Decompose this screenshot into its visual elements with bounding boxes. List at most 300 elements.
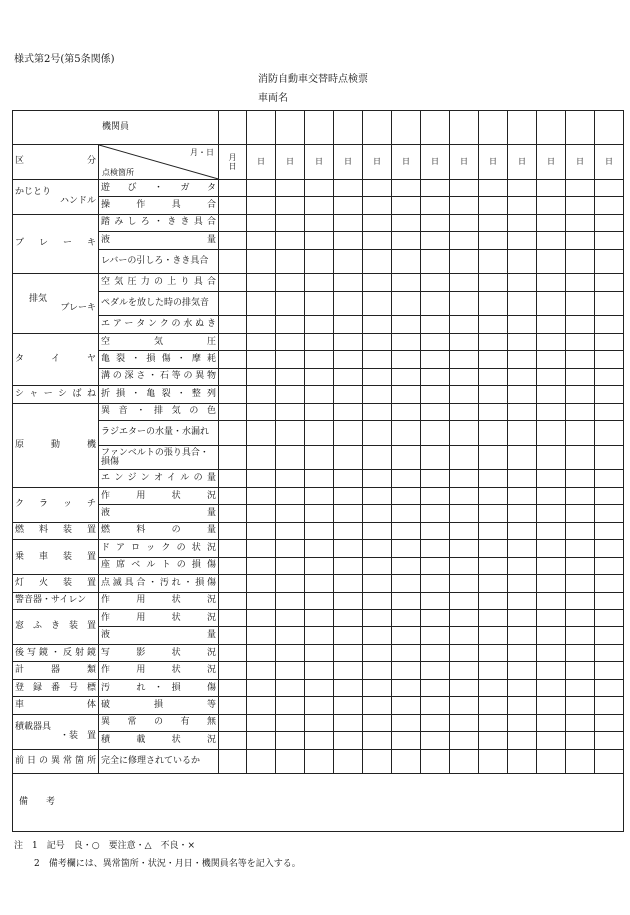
- check-cell[interactable]: [566, 214, 595, 231]
- crew-cell[interactable]: [479, 111, 508, 145]
- check-cell[interactable]: [537, 249, 566, 274]
- check-cell[interactable]: [247, 403, 276, 420]
- check-cell[interactable]: [479, 179, 508, 196]
- check-cell[interactable]: [392, 609, 421, 626]
- check-cell[interactable]: [247, 540, 276, 557]
- check-cell[interactable]: [334, 540, 363, 557]
- check-cell[interactable]: [508, 592, 537, 609]
- check-cell[interactable]: [537, 749, 566, 774]
- check-cell[interactable]: [247, 557, 276, 574]
- check-cell[interactable]: [421, 732, 450, 749]
- check-cell[interactable]: [450, 679, 479, 696]
- check-cell[interactable]: [305, 557, 334, 574]
- check-cell[interactable]: [219, 368, 247, 385]
- check-cell[interactable]: [537, 697, 566, 714]
- crew-cell[interactable]: [537, 111, 566, 145]
- check-cell[interactable]: [219, 214, 247, 231]
- check-cell[interactable]: [595, 232, 624, 249]
- check-cell[interactable]: [479, 214, 508, 231]
- check-cell[interactable]: [334, 662, 363, 679]
- check-cell[interactable]: [276, 487, 305, 504]
- check-cell[interactable]: [595, 421, 624, 446]
- check-cell[interactable]: [363, 179, 392, 196]
- check-cell[interactable]: [450, 368, 479, 385]
- check-cell[interactable]: [479, 368, 508, 385]
- check-cell[interactable]: [479, 505, 508, 522]
- check-cell[interactable]: [479, 403, 508, 420]
- check-cell[interactable]: [566, 714, 595, 731]
- check-cell[interactable]: [392, 592, 421, 609]
- check-cell[interactable]: [508, 662, 537, 679]
- check-cell[interactable]: [334, 749, 363, 774]
- check-cell[interactable]: [305, 732, 334, 749]
- check-cell[interactable]: [247, 714, 276, 731]
- check-cell[interactable]: [537, 291, 566, 316]
- check-cell[interactable]: [305, 403, 334, 420]
- check-cell[interactable]: [537, 575, 566, 592]
- check-cell[interactable]: [479, 487, 508, 504]
- check-cell[interactable]: [566, 557, 595, 574]
- check-cell[interactable]: [537, 732, 566, 749]
- check-cell[interactable]: [595, 197, 624, 214]
- check-cell[interactable]: [595, 316, 624, 333]
- check-cell[interactable]: [595, 592, 624, 609]
- check-cell[interactable]: [421, 609, 450, 626]
- check-cell[interactable]: [305, 749, 334, 774]
- check-cell[interactable]: [392, 679, 421, 696]
- check-cell[interactable]: [334, 445, 363, 470]
- check-cell[interactable]: [392, 445, 421, 470]
- check-cell[interactable]: [595, 179, 624, 196]
- check-cell[interactable]: [421, 197, 450, 214]
- check-cell[interactable]: [334, 386, 363, 403]
- check-cell[interactable]: [537, 274, 566, 291]
- check-cell[interactable]: [276, 732, 305, 749]
- check-cell[interactable]: [247, 179, 276, 196]
- check-cell[interactable]: [421, 421, 450, 446]
- check-cell[interactable]: [392, 403, 421, 420]
- check-cell[interactable]: [595, 333, 624, 350]
- check-cell[interactable]: [595, 557, 624, 574]
- check-cell[interactable]: [305, 316, 334, 333]
- check-cell[interactable]: [566, 316, 595, 333]
- check-cell[interactable]: [392, 505, 421, 522]
- check-cell[interactable]: [537, 592, 566, 609]
- check-cell[interactable]: [276, 403, 305, 420]
- check-cell[interactable]: [595, 487, 624, 504]
- check-cell[interactable]: [219, 316, 247, 333]
- check-cell[interactable]: [334, 316, 363, 333]
- check-cell[interactable]: [276, 386, 305, 403]
- check-cell[interactable]: [363, 232, 392, 249]
- check-cell[interactable]: [219, 403, 247, 420]
- check-cell[interactable]: [537, 644, 566, 661]
- check-cell[interactable]: [363, 421, 392, 446]
- check-cell[interactable]: [450, 487, 479, 504]
- check-cell[interactable]: [595, 505, 624, 522]
- check-cell[interactable]: [219, 662, 247, 679]
- check-cell[interactable]: [334, 557, 363, 574]
- check-cell[interactable]: [595, 540, 624, 557]
- check-cell[interactable]: [363, 522, 392, 539]
- check-cell[interactable]: [334, 714, 363, 731]
- check-cell[interactable]: [508, 403, 537, 420]
- check-cell[interactable]: [392, 333, 421, 350]
- check-cell[interactable]: [247, 522, 276, 539]
- check-cell[interactable]: [334, 274, 363, 291]
- check-cell[interactable]: [363, 274, 392, 291]
- check-cell[interactable]: [566, 333, 595, 350]
- check-cell[interactable]: [537, 333, 566, 350]
- crew-cell[interactable]: [595, 111, 624, 145]
- check-cell[interactable]: [219, 445, 247, 470]
- check-cell[interactable]: [595, 575, 624, 592]
- check-cell[interactable]: [421, 274, 450, 291]
- check-cell[interactable]: [537, 540, 566, 557]
- check-cell[interactable]: [421, 575, 450, 592]
- check-cell[interactable]: [595, 522, 624, 539]
- check-cell[interactable]: [392, 249, 421, 274]
- check-cell[interactable]: [219, 179, 247, 196]
- check-cell[interactable]: [334, 403, 363, 420]
- check-cell[interactable]: [363, 316, 392, 333]
- check-cell[interactable]: [537, 179, 566, 196]
- check-cell[interactable]: [508, 249, 537, 274]
- check-cell[interactable]: [247, 592, 276, 609]
- check-cell[interactable]: [305, 274, 334, 291]
- check-cell[interactable]: [479, 644, 508, 661]
- check-cell[interactable]: [566, 445, 595, 470]
- check-cell[interactable]: [421, 470, 450, 487]
- check-cell[interactable]: [595, 351, 624, 368]
- check-cell[interactable]: [276, 557, 305, 574]
- check-cell[interactable]: [421, 333, 450, 350]
- check-cell[interactable]: [305, 627, 334, 644]
- check-cell[interactable]: [363, 749, 392, 774]
- check-cell[interactable]: [566, 662, 595, 679]
- check-cell[interactable]: [305, 333, 334, 350]
- check-cell[interactable]: [421, 214, 450, 231]
- check-cell[interactable]: [537, 351, 566, 368]
- check-cell[interactable]: [219, 697, 247, 714]
- check-cell[interactable]: [479, 662, 508, 679]
- check-cell[interactable]: [247, 386, 276, 403]
- check-cell[interactable]: [334, 627, 363, 644]
- crew-cell[interactable]: [566, 111, 595, 145]
- check-cell[interactable]: [595, 662, 624, 679]
- check-cell[interactable]: [537, 232, 566, 249]
- check-cell[interactable]: [247, 421, 276, 446]
- check-cell[interactable]: [247, 445, 276, 470]
- check-cell[interactable]: [363, 679, 392, 696]
- check-cell[interactable]: [421, 487, 450, 504]
- check-cell[interactable]: [421, 386, 450, 403]
- check-cell[interactable]: [219, 732, 247, 749]
- check-cell[interactable]: [334, 487, 363, 504]
- check-cell[interactable]: [305, 386, 334, 403]
- check-cell[interactable]: [595, 368, 624, 385]
- check-cell[interactable]: [392, 316, 421, 333]
- check-cell[interactable]: [334, 368, 363, 385]
- check-cell[interactable]: [305, 470, 334, 487]
- check-cell[interactable]: [566, 749, 595, 774]
- check-cell[interactable]: [537, 368, 566, 385]
- check-cell[interactable]: [595, 386, 624, 403]
- check-cell[interactable]: [566, 351, 595, 368]
- check-cell[interactable]: [334, 214, 363, 231]
- check-cell[interactable]: [334, 333, 363, 350]
- check-cell[interactable]: [363, 386, 392, 403]
- check-cell[interactable]: [450, 403, 479, 420]
- check-cell[interactable]: [595, 609, 624, 626]
- check-cell[interactable]: [508, 291, 537, 316]
- check-cell[interactable]: [276, 316, 305, 333]
- check-cell[interactable]: [479, 232, 508, 249]
- check-cell[interactable]: [566, 592, 595, 609]
- check-cell[interactable]: [508, 179, 537, 196]
- check-cell[interactable]: [363, 644, 392, 661]
- check-cell[interactable]: [479, 197, 508, 214]
- check-cell[interactable]: [537, 522, 566, 539]
- check-cell[interactable]: [334, 179, 363, 196]
- check-cell[interactable]: [247, 732, 276, 749]
- check-cell[interactable]: [247, 232, 276, 249]
- check-cell[interactable]: [450, 214, 479, 231]
- check-cell[interactable]: [421, 522, 450, 539]
- check-cell[interactable]: [479, 386, 508, 403]
- check-cell[interactable]: [363, 197, 392, 214]
- check-cell[interactable]: [595, 732, 624, 749]
- check-cell[interactable]: [276, 505, 305, 522]
- check-cell[interactable]: [219, 487, 247, 504]
- check-cell[interactable]: [537, 214, 566, 231]
- check-cell[interactable]: [566, 644, 595, 661]
- check-cell[interactable]: [450, 749, 479, 774]
- check-cell[interactable]: [450, 505, 479, 522]
- check-cell[interactable]: [450, 316, 479, 333]
- check-cell[interactable]: [334, 522, 363, 539]
- check-cell[interactable]: [276, 697, 305, 714]
- check-cell[interactable]: [421, 662, 450, 679]
- check-cell[interactable]: [566, 232, 595, 249]
- check-cell[interactable]: [450, 557, 479, 574]
- check-cell[interactable]: [247, 609, 276, 626]
- check-cell[interactable]: [421, 679, 450, 696]
- check-cell[interactable]: [508, 274, 537, 291]
- check-cell[interactable]: [334, 351, 363, 368]
- check-cell[interactable]: [219, 197, 247, 214]
- check-cell[interactable]: [276, 274, 305, 291]
- check-cell[interactable]: [334, 732, 363, 749]
- check-cell[interactable]: [392, 291, 421, 316]
- check-cell[interactable]: [392, 644, 421, 661]
- check-cell[interactable]: [247, 679, 276, 696]
- check-cell[interactable]: [305, 351, 334, 368]
- check-cell[interactable]: [595, 749, 624, 774]
- check-cell[interactable]: [537, 679, 566, 696]
- check-cell[interactable]: [508, 421, 537, 446]
- check-cell[interactable]: [392, 274, 421, 291]
- check-cell[interactable]: [566, 179, 595, 196]
- check-cell[interactable]: [219, 557, 247, 574]
- check-cell[interactable]: [566, 487, 595, 504]
- check-cell[interactable]: [479, 627, 508, 644]
- check-cell[interactable]: [305, 232, 334, 249]
- check-cell[interactable]: [508, 679, 537, 696]
- check-cell[interactable]: [421, 351, 450, 368]
- check-cell[interactable]: [450, 609, 479, 626]
- check-cell[interactable]: [219, 351, 247, 368]
- check-cell[interactable]: [305, 609, 334, 626]
- check-cell[interactable]: [247, 351, 276, 368]
- check-cell[interactable]: [363, 333, 392, 350]
- check-cell[interactable]: [363, 592, 392, 609]
- check-cell[interactable]: [305, 249, 334, 274]
- check-cell[interactable]: [595, 627, 624, 644]
- check-cell[interactable]: [392, 749, 421, 774]
- check-cell[interactable]: [219, 714, 247, 731]
- check-cell[interactable]: [479, 557, 508, 574]
- check-cell[interactable]: [392, 386, 421, 403]
- check-cell[interactable]: [595, 445, 624, 470]
- check-cell[interactable]: [219, 575, 247, 592]
- check-cell[interactable]: [363, 697, 392, 714]
- check-cell[interactable]: [247, 197, 276, 214]
- crew-cell[interactable]: [305, 111, 334, 145]
- check-cell[interactable]: [566, 291, 595, 316]
- check-cell[interactable]: [566, 470, 595, 487]
- check-cell[interactable]: [219, 592, 247, 609]
- check-cell[interactable]: [421, 232, 450, 249]
- check-cell[interactable]: [305, 505, 334, 522]
- check-cell[interactable]: [247, 368, 276, 385]
- check-cell[interactable]: [508, 644, 537, 661]
- check-cell[interactable]: [363, 351, 392, 368]
- check-cell[interactable]: [363, 505, 392, 522]
- check-cell[interactable]: [247, 697, 276, 714]
- check-cell[interactable]: [276, 749, 305, 774]
- check-cell[interactable]: [479, 470, 508, 487]
- check-cell[interactable]: [450, 421, 479, 446]
- check-cell[interactable]: [363, 368, 392, 385]
- check-cell[interactable]: [247, 291, 276, 316]
- check-cell[interactable]: [247, 470, 276, 487]
- check-cell[interactable]: [508, 557, 537, 574]
- check-cell[interactable]: [276, 445, 305, 470]
- check-cell[interactable]: [247, 505, 276, 522]
- check-cell[interactable]: [276, 662, 305, 679]
- check-cell[interactable]: [537, 470, 566, 487]
- check-cell[interactable]: [305, 540, 334, 557]
- check-cell[interactable]: [537, 445, 566, 470]
- check-cell[interactable]: [219, 421, 247, 446]
- check-cell[interactable]: [566, 540, 595, 557]
- check-cell[interactable]: [219, 522, 247, 539]
- check-cell[interactable]: [392, 179, 421, 196]
- check-cell[interactable]: [247, 249, 276, 274]
- check-cell[interactable]: [595, 291, 624, 316]
- check-cell[interactable]: [421, 627, 450, 644]
- check-cell[interactable]: [450, 714, 479, 731]
- check-cell[interactable]: [392, 662, 421, 679]
- check-cell[interactable]: [508, 749, 537, 774]
- check-cell[interactable]: [392, 421, 421, 446]
- check-cell[interactable]: [450, 249, 479, 274]
- check-cell[interactable]: [537, 557, 566, 574]
- crew-cell[interactable]: [392, 111, 421, 145]
- check-cell[interactable]: [421, 540, 450, 557]
- check-cell[interactable]: [276, 351, 305, 368]
- check-cell[interactable]: [479, 445, 508, 470]
- check-cell[interactable]: [595, 249, 624, 274]
- check-cell[interactable]: [363, 609, 392, 626]
- check-cell[interactable]: [508, 316, 537, 333]
- check-cell[interactable]: [334, 609, 363, 626]
- check-cell[interactable]: [219, 749, 247, 774]
- check-cell[interactable]: [276, 592, 305, 609]
- check-cell[interactable]: [392, 470, 421, 487]
- check-cell[interactable]: [479, 316, 508, 333]
- check-cell[interactable]: [363, 732, 392, 749]
- check-cell[interactable]: [479, 274, 508, 291]
- check-cell[interactable]: [247, 333, 276, 350]
- check-cell[interactable]: [450, 351, 479, 368]
- check-cell[interactable]: [508, 386, 537, 403]
- check-cell[interactable]: [305, 679, 334, 696]
- check-cell[interactable]: [537, 627, 566, 644]
- check-cell[interactable]: [334, 470, 363, 487]
- check-cell[interactable]: [566, 368, 595, 385]
- check-cell[interactable]: [421, 368, 450, 385]
- check-cell[interactable]: [508, 445, 537, 470]
- check-cell[interactable]: [305, 179, 334, 196]
- check-cell[interactable]: [537, 316, 566, 333]
- check-cell[interactable]: [305, 214, 334, 231]
- crew-cell[interactable]: [334, 111, 363, 145]
- check-cell[interactable]: [537, 197, 566, 214]
- check-cell[interactable]: [595, 403, 624, 420]
- check-cell[interactable]: [479, 575, 508, 592]
- check-cell[interactable]: [450, 445, 479, 470]
- check-cell[interactable]: [508, 575, 537, 592]
- check-cell[interactable]: [219, 249, 247, 274]
- check-cell[interactable]: [247, 627, 276, 644]
- check-cell[interactable]: [392, 714, 421, 731]
- check-cell[interactable]: [276, 368, 305, 385]
- check-cell[interactable]: [508, 697, 537, 714]
- check-cell[interactable]: [450, 627, 479, 644]
- check-cell[interactable]: [276, 470, 305, 487]
- check-cell[interactable]: [305, 291, 334, 316]
- check-cell[interactable]: [363, 714, 392, 731]
- check-cell[interactable]: [219, 333, 247, 350]
- check-cell[interactable]: [392, 697, 421, 714]
- check-cell[interactable]: [508, 714, 537, 731]
- check-cell[interactable]: [479, 249, 508, 274]
- check-cell[interactable]: [363, 291, 392, 316]
- check-cell[interactable]: [305, 522, 334, 539]
- check-cell[interactable]: [305, 697, 334, 714]
- check-cell[interactable]: [392, 522, 421, 539]
- check-cell[interactable]: [392, 351, 421, 368]
- crew-cell[interactable]: [276, 111, 305, 145]
- check-cell[interactable]: [566, 609, 595, 626]
- check-cell[interactable]: [508, 333, 537, 350]
- check-cell[interactable]: [537, 403, 566, 420]
- check-cell[interactable]: [566, 386, 595, 403]
- check-cell[interactable]: [305, 445, 334, 470]
- check-cell[interactable]: [276, 249, 305, 274]
